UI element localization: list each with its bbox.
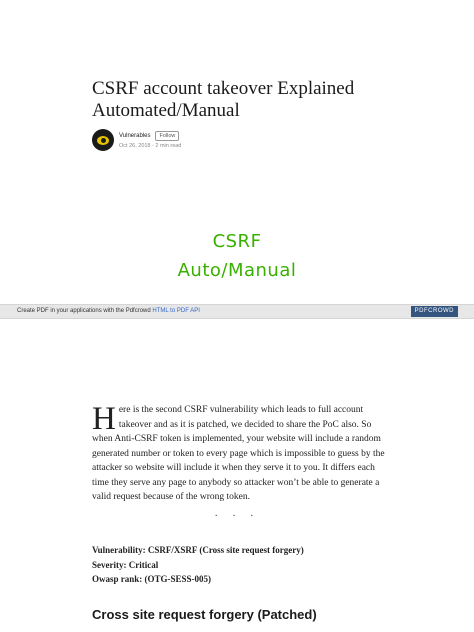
author-name[interactable]: Vulnerables	[119, 133, 151, 139]
avatar[interactable]	[92, 129, 114, 151]
article-header-page	[0, 0, 474, 300]
eye-icon	[97, 136, 109, 145]
pdfcrowd-text: Create PDF in your applications with the Pdfcrowd	[17, 308, 151, 314]
article-title	[92, 78, 392, 122]
intro-text: ere is the second CSRF vulnerability which leads to full account takeover and as it is patched, we decided to share the PoC also. So when Anti-CSRF token is implemented, your website will include a random generated number or token to every page which is impossible to guess by the attacker so website will include it when they serve it to you. It differs each time they serve any page to anybody so attacker won’t be able to generate a valid request because of the wrong token.	[92, 405, 385, 502]
cover-title: CSRF	[212, 231, 262, 252]
severity-line: Severity: Critical	[92, 559, 159, 570]
author-row	[92, 127, 181, 153]
follow-button[interactable]: Follow	[155, 131, 179, 141]
author-meta	[119, 131, 181, 149]
drop-cap: H	[92, 401, 116, 437]
title-line-1: CSRF account takeover Explained	[92, 78, 355, 99]
pdfcrowd-link[interactable]: HTML to PDF API	[152, 308, 200, 314]
intro-paragraph	[92, 403, 388, 505]
pdfcrowd-banner	[0, 304, 474, 319]
section-heading: Cross site request forgery (Patched)	[92, 607, 317, 622]
owasp-rank-line: Owasp rank: (OTG-SESS-005)	[92, 574, 212, 584]
cover-subtitle: Auto/Manual	[177, 260, 297, 281]
pdfcrowd-badge[interactable]: PDFCROWD	[411, 306, 458, 317]
vulnerability-line: Vulnerability: CSRF/XSRF (Cross site request forgery)	[92, 545, 304, 555]
post-date: Oct 26, 2018 · 2 min read	[119, 143, 182, 149]
vulnerability-info	[92, 543, 304, 587]
title-line-2: Automated/Manual	[92, 100, 240, 121]
section-break: · · ·	[214, 511, 260, 522]
